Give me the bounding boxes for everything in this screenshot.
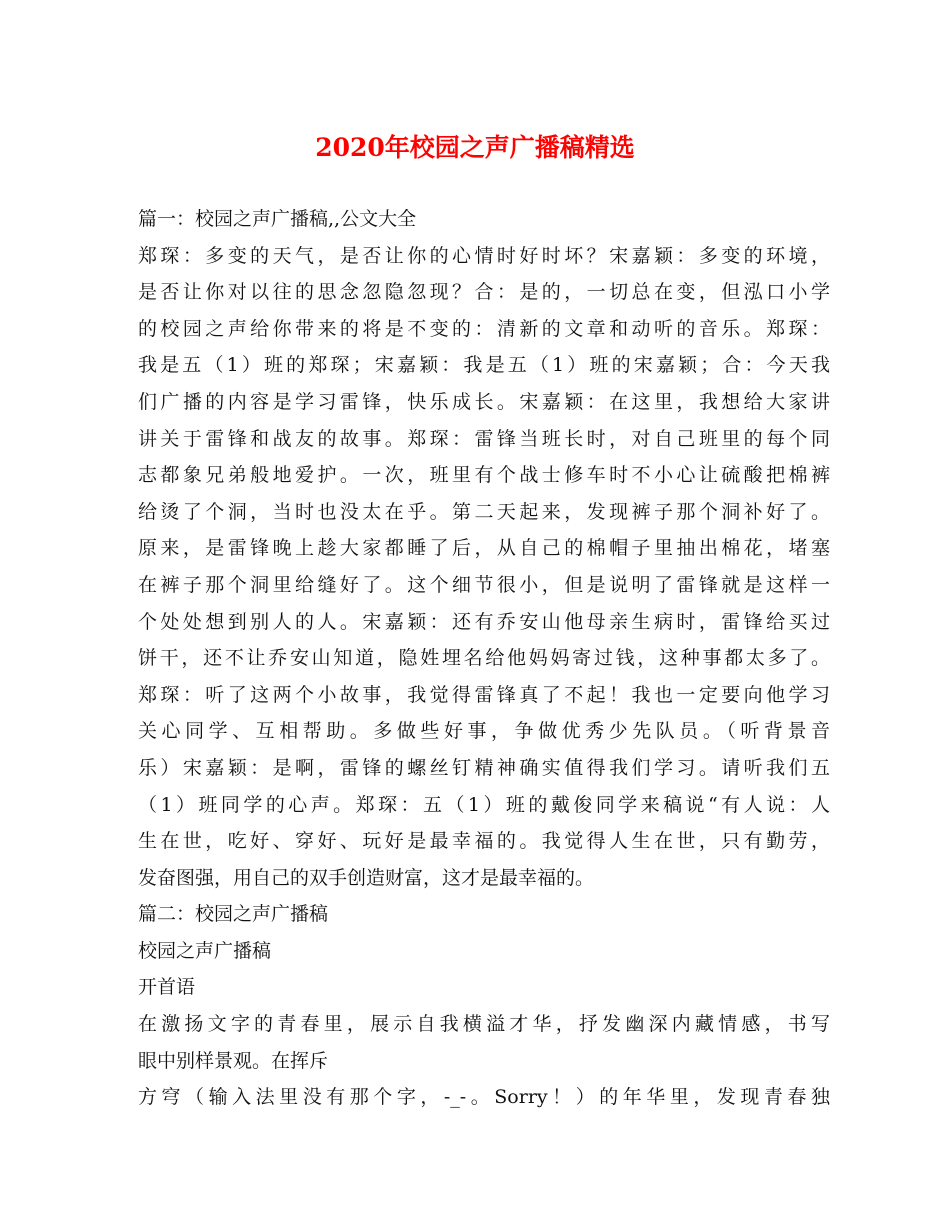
text-line: 篇一：校园之声广播稿,,公文大全 bbox=[138, 208, 417, 230]
text-line: 原来，是雷锋晚上趁大家都睡了后，从自己的棉帽子里抽出棉花，堵塞 bbox=[138, 537, 830, 560]
text-line: 眼中别样景观。在挥斥 bbox=[138, 1049, 329, 1072]
text-line: 关心同学、互相帮助。多做些好事，争做优秀少先队员。（听背景音 bbox=[138, 720, 830, 743]
text-line: 个处处想到别人的人。宋嘉颖：还有乔安山他母亲生病时，雷锋给买过 bbox=[138, 610, 830, 633]
text-line: 是否让你对以往的思念忽隐忽现？合：是的，一切总在变，但泓口小学 bbox=[138, 281, 830, 304]
text-line: 讲关于雷锋和战友的故事。郑琛：雷锋当班长时，对自己班里的每个同 bbox=[138, 427, 830, 450]
text-line: 郑琛：多变的天气，是否让你的心情时好时坏？宋嘉颖：多变的环境， bbox=[138, 244, 830, 267]
text-line: 们广播的内容是学习雷锋，快乐成长。宋嘉颖：在这里，我想给大家讲 bbox=[138, 390, 830, 413]
text-line: 我是五（1）班的郑琛；宋嘉颖：我是五（1）班的宋嘉颖；合：今天我 bbox=[138, 354, 830, 377]
text-line: 开首语 bbox=[138, 976, 196, 999]
text-line: 给烫了个洞，当时也没太在乎。第二天起来，发现裤子那个洞补好了。 bbox=[138, 500, 830, 523]
text-line: 在裤子那个洞里给缝好了。这个细节很小，但是说明了雷锋就是这样一 bbox=[138, 573, 830, 596]
text-line: 篇二：校园之声广播稿 bbox=[138, 903, 329, 926]
text-line: 方穹（输入法里没有那个字，-_-。Sorry！）的年华里，发现青春独 bbox=[138, 1086, 830, 1109]
text-line: 在激扬文字的青春里，展示自我横溢才华，抒发幽深内藏情感，书写 bbox=[138, 1013, 830, 1036]
text-line: 校园之声广播稿 bbox=[138, 939, 272, 962]
document-body bbox=[138, 201, 830, 1116]
text-line: 发奋图强，用自己的双手创造财富，这才是最幸福的。 bbox=[138, 866, 595, 889]
document-title: 2020年校园之声广播稿精选 bbox=[315, 133, 635, 162]
text-line: 饼干，还不让乔安山知道，隐姓埋名给他妈妈寄过钱，这种事都太多了。 bbox=[138, 647, 830, 670]
text-line: （1）班同学的心声。郑琛：五（1）班的戴俊同学来稿说“有人说：人 bbox=[138, 793, 830, 816]
text-line: 乐）宋嘉颖：是啊，雷锋的螺丝钉精神确实值得我们学习。请听我们五 bbox=[138, 756, 830, 779]
text-line: 的校园之声给你带来的将是不变的：清新的文章和动听的音乐。郑琛： bbox=[138, 317, 830, 340]
text-line: 郑琛：听了这两个小故事，我觉得雷锋真了不起！我也一定要向他学习 bbox=[138, 683, 830, 706]
text-line: 志都象兄弟般地爱护。一次，班里有个战士修车时不小心让硫酸把棉裤 bbox=[138, 464, 830, 487]
text-line: 生在世，吃好、穿好、玩好是最幸福的。我觉得人生在世，只有勤劳， bbox=[138, 830, 830, 853]
